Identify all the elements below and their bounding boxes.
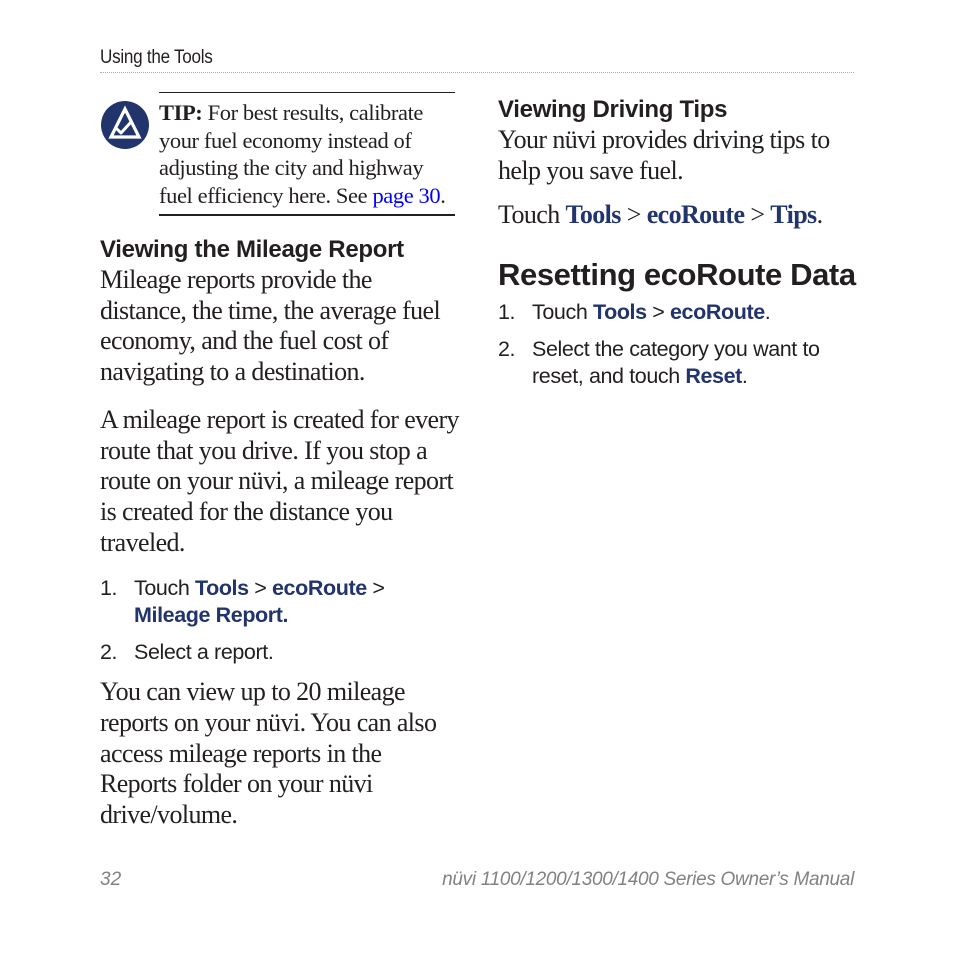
header-dotted-rule [100,72,854,73]
separator: > [248,576,272,601]
step-number: 2. [498,337,516,362]
driving-tips-paragraph: Your nüvi provides driving tips to help you save fuel. [498,125,830,185]
driving-tips-path [498,200,858,231]
ui-tools: Tools [565,200,621,230]
reset-steps [498,299,858,390]
step-number: 1. [498,300,516,325]
driving-tips-heading: Viewing Driving Tips [498,96,728,123]
separator: > [744,200,771,230]
step-number: 2. [100,640,118,665]
mileage-step-2 [100,639,460,666]
tip-text [159,92,455,216]
page-number: 32 [100,869,122,890]
ui-tools: Tools [194,576,249,601]
period: . [741,364,748,389]
step-text: Select the category you want to reset, and touch [532,337,820,389]
resetting-ecoroute-heading: Resetting ecoRoute Data [498,257,856,293]
reset-step-2 [498,336,858,390]
path-text: Touch [498,200,566,230]
ui-ecoroute: ecoRoute [646,200,745,230]
mileage-step-1 [100,575,460,629]
mileage-paragraph-3: You can view up to 20 mileage reports on your nüvi. You can also access mileage reports in the Reports folder on your nüvi drive/volume. [100,677,437,830]
ui-reset: Reset [685,364,742,389]
ui-tools: Tools [592,300,647,325]
mileage-paragraph-2: A mileage report is created for every route that you drive. If you stop a route on your nüvi, a mileage report is created for the distance you traveled. [100,404,459,557]
mileage-steps [100,575,460,666]
separator: > [620,200,647,230]
mileage-report-heading: Viewing the Mileage Report [100,236,404,263]
ui-ecoroute: ecoRoute [670,300,765,325]
step-number: 1. [100,576,118,601]
period: . [764,300,771,325]
running-head: Using the Tools [100,47,213,68]
mileage-paragraph-1: Mileage reports provide the distance, the time, the average fuel economy, and the fuel cost of navigating to a destination. [100,265,441,387]
right-column [498,92,858,390]
tip-label: TIP: [159,100,203,125]
tip-period: . [440,182,446,208]
manual-title: nüvi 1100/1200/1300/1400 Series Owner’s Manual [442,869,854,890]
step-text: Touch [134,576,195,601]
page-30-link[interactable]: page 30 [372,182,441,208]
reset-step-1 [498,299,858,326]
tip-body: For best results, calibrate your fuel economy instead of adjusting the city and highway fuel efficiency here. See [159,100,424,208]
ui-ecoroute: ecoRoute [272,576,367,601]
period: . [816,200,823,230]
step-text: Touch [532,300,593,325]
left-column [100,92,460,831]
step-text: Select a report. [134,640,274,665]
separator: > [646,300,670,325]
garmin-tip-triangle-check-icon [100,100,150,150]
ui-tips: Tips [770,200,817,230]
ui-mileage-report: Mileage Report. [134,603,289,628]
separator: > [366,576,385,601]
tip-callout [100,92,460,216]
